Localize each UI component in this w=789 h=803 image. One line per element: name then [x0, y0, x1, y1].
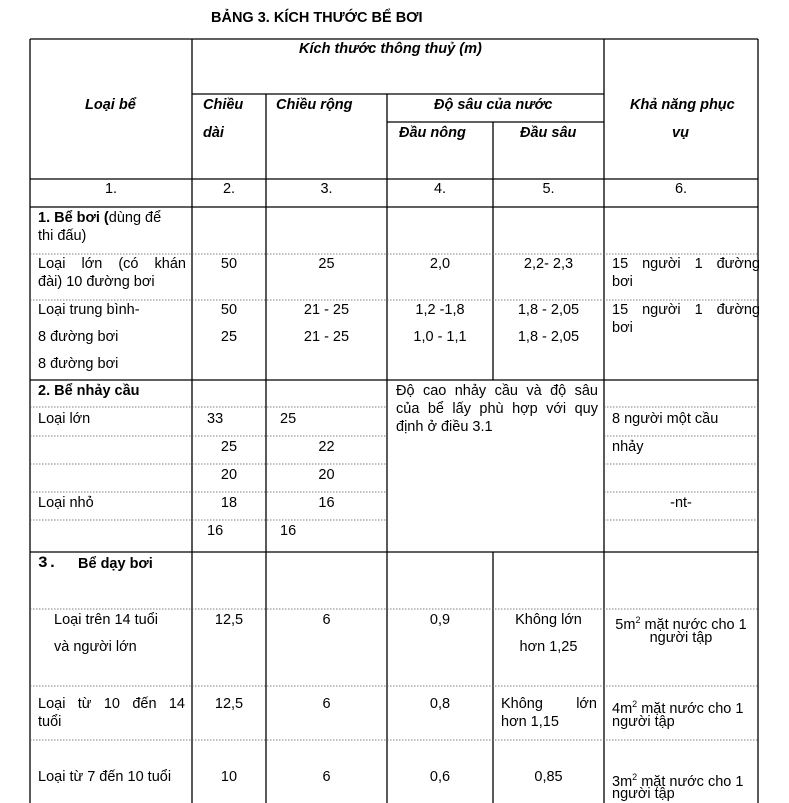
- row-medium-pool-name: Loại trung bình-: [38, 302, 140, 318]
- section-1-heading: 1. Bể bơi (dùng để: [38, 210, 162, 226]
- cell-deep-2: hơn 1,15: [501, 714, 559, 730]
- cell-width: 22: [318, 439, 335, 455]
- section-3-number: 3.: [38, 554, 58, 572]
- cell-width: 20: [318, 467, 335, 483]
- row-diving-small: Loại nhỏ: [38, 495, 94, 511]
- cell-shallow: 1,2 -1,8: [415, 302, 465, 318]
- cell-length: 25: [220, 439, 238, 455]
- table-title: BẢNG 3. KÍCH THƯỚC BỂ BƠI: [211, 10, 423, 26]
- cell-width: 25: [280, 411, 297, 427]
- cell-capacity-2: người tập: [649, 630, 713, 646]
- cell-capacity-2: bơi: [612, 274, 633, 290]
- header-length: Chiều: [203, 97, 244, 113]
- row-large-pool-name-2: đài) 10 đường bơi: [38, 274, 155, 290]
- row-10to14-name-2: tuổi: [38, 714, 62, 730]
- cell-shallow: 2,0: [429, 256, 451, 272]
- cell-capacity: $4m^2$ mặt nước cho 1: [612, 699, 744, 717]
- cell-width: 6: [322, 696, 331, 712]
- cell-shallow: 0,8: [429, 696, 451, 712]
- row-diving-large: Loại lớn: [38, 411, 91, 427]
- header-capacity: Khả năng phục: [630, 97, 735, 113]
- cell-shallow: 0,9: [429, 612, 451, 628]
- cell-capacity: $5m^2$ mặt nước cho 1: [615, 615, 747, 633]
- header-deep-end: Đầu sâu: [520, 125, 577, 141]
- cell-length: 12,5: [214, 696, 244, 712]
- cell-deep-2: hơn 1,25: [519, 639, 578, 655]
- cell-deep: 1,8 - 2,05: [517, 302, 580, 318]
- header-depth: Độ sâu của nước: [434, 97, 553, 113]
- section-3-heading: Bể dạy bơi: [78, 556, 153, 572]
- section-2-heading: 2. Bể nhảy cầu: [38, 383, 140, 399]
- col-number: 6.: [674, 181, 688, 197]
- cell-width: 21 - 25: [303, 302, 350, 318]
- row-medium-pool-lanes: 8 đường bơi: [38, 329, 119, 345]
- cell-length: 18: [220, 495, 238, 511]
- cell-shallow: 1,0 - 1,1: [413, 329, 467, 345]
- cell-capacity: 15 người 1 đường: [612, 302, 760, 318]
- col-number: 3.: [320, 181, 333, 197]
- cell-width: 21 - 25: [303, 329, 350, 345]
- cell-deep: 0,85: [534, 769, 563, 785]
- row-large-pool-name: Loại lớn (có khán: [38, 256, 186, 272]
- row-over14-name: Loại trên 14 tuổi: [54, 612, 158, 628]
- row-medium-pool-lanes-2: 8 đường bơi: [38, 356, 119, 372]
- cell-capacity: 8 người một cầu: [612, 411, 719, 427]
- cell-width: 16: [318, 495, 335, 511]
- cell-deep: 2,2- 2,3: [523, 256, 574, 272]
- cell-capacity: 15 người 1 đường: [612, 256, 760, 272]
- header-capacity-2: vụ: [672, 125, 689, 141]
- cell-width: 25: [318, 256, 335, 272]
- row-7to10-name: Loại từ 7 đến 10 tuổi: [38, 769, 172, 785]
- header-length-2: dài: [203, 125, 224, 141]
- row-over14-name-2: và người lớn: [54, 639, 137, 655]
- header-pool-type: Loại bể: [85, 97, 136, 113]
- col-number: 2.: [222, 181, 236, 197]
- cell-length: 20: [220, 467, 238, 483]
- cell-length: 16: [207, 523, 224, 539]
- cell-width: 16: [280, 523, 297, 539]
- cell-deep: 1,8 - 2,05: [517, 329, 580, 345]
- diving-note-3: định ở điều 3.1: [396, 419, 493, 435]
- header-shallow-end: Đầu nông: [399, 125, 466, 141]
- cell-deep: Không lớn: [515, 612, 582, 628]
- cell-capacity-2: nhảy: [612, 439, 644, 455]
- cell-length: 12,5: [214, 612, 244, 628]
- cell-capacity-2: bơi: [612, 320, 633, 336]
- diving-note-2: của bể lấy phù hợp với quy: [396, 401, 598, 417]
- col-number: 1.: [104, 181, 118, 197]
- header-dimensions: Kích thước thông thuỷ (m): [299, 41, 482, 57]
- cell-deep: Không lớn: [501, 696, 597, 712]
- cell-length: 50: [220, 302, 238, 318]
- cell-capacity-same: -nt-: [670, 495, 692, 511]
- cell-length: 33: [207, 411, 224, 427]
- col-number: 4.: [433, 181, 447, 197]
- col-number: 5.: [542, 181, 555, 197]
- cell-width: 6: [322, 612, 331, 628]
- cell-length: 50: [220, 256, 238, 272]
- cell-capacity-2: người tập: [612, 786, 675, 802]
- cell-capacity: $3m^2$ mặt nước cho 1: [612, 772, 744, 790]
- cell-length: 10: [220, 769, 238, 785]
- cell-width: 6: [322, 769, 331, 785]
- section-1-heading-2: thi đấu): [38, 228, 87, 244]
- row-10to14-name: Loại từ 10 đến 14: [38, 696, 185, 712]
- cell-length: 25: [220, 329, 238, 345]
- cell-shallow: 0,6: [429, 769, 451, 785]
- cell-capacity-2: người tập: [612, 714, 675, 730]
- diving-note: Độ cao nhảy cầu và độ sâu: [396, 383, 598, 399]
- header-width: Chiều rộng: [276, 97, 353, 113]
